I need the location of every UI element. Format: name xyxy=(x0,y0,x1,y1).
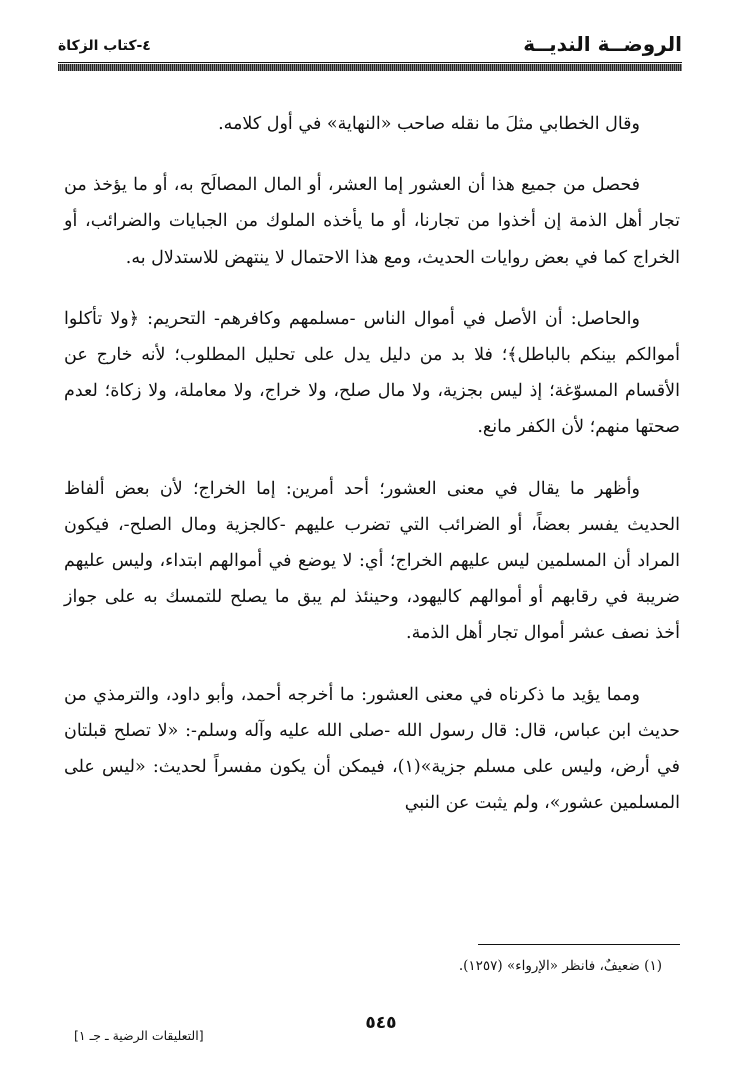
page-number: ٥٤٥ xyxy=(365,1013,397,1033)
paragraph-1: وقال الخطابي مثلَ ما نقله صاحب «النهاية» في أول كلامه. xyxy=(218,114,640,134)
header-rule-band xyxy=(58,64,682,71)
paragraph-4: وأظهر ما يقال في معنى العشور؛ أحد أمرين: إما الخراج؛ لأن بعض ألفاظ الحديث يفسر بعضاً، أو الضرائب التي تضرب عليهم -كالجزية ومال الصلح-، فيكون المراد أن المسلمين ليس عليهم الخراج؛ أي: لا يوضع في أموالهم ابتداء، وليس عليهم ضريبة في رقابهم أو أموالهم كاليهود، وحينئذ لم يبق ما يصلح للتمسك به على جواز أخذ نصف عشر أموال تجار أهل الذمة. xyxy=(64,478,680,644)
footnote: (١) ضعيفٌ، فانظر «الإرواء» (١٢٥٧). xyxy=(458,958,662,974)
source-note: [التعليقات الرضية ـ جـ ١] xyxy=(74,1028,204,1043)
running-header xyxy=(58,30,682,64)
paragraph-3: والحاصل: أن الأصل في أموال الناس -مسلمهم وكافرهم- التحريم: ﴿ولا تأكلوا أموالكم بينكم بالباطل﴾؛ فلا بد من دليل يدل على تحليل المطلوب؛ لأنه خارج عن الأقسام المسوّغة؛ إذ ليس بجزية، ولا مال صلح، ولا خراج، ولا معاملة، ولا زكاة؛ لعدم صحتها منهم؛ لأن الكفر مانع. xyxy=(64,308,680,438)
paragraph-2: فحصل من جميع هذا أن العشور إما العشر، أو المال المصالَح به، أو ما يؤخذ من تجار أهل الذمة إن أخذوا من تجارنا، أو ما يأخذه الملوك من الجبايات والضرائب، أو الخراج كما في بعض روايات الحديث، ومع هذا الاحتمال لا ينتهض للاستدلال به. xyxy=(64,175,680,268)
footnote-separator xyxy=(478,944,680,945)
header-rule-line xyxy=(58,62,682,63)
paragraph-5: ومما يؤيد ما ذكرناه في معنى العشور: ما أخرجه أحمد، وأبو داود، والترمذي من حديث ابن عباس، قال: قال رسول الله -صلى الله عليه وآله وسلم-: «لا تصلح قبلتان في أرض، وليس على مسلم جزية»(١)، فيمكن أن يكون مفسراً لحديث: «ليس على المسلمين عشور»، ولم يثبت عن النبي xyxy=(64,684,680,814)
chapter-title: ٤-كتاب الزكاة xyxy=(58,38,151,54)
body-text xyxy=(64,106,680,821)
book-title: الروضــة النديــة xyxy=(523,32,682,56)
